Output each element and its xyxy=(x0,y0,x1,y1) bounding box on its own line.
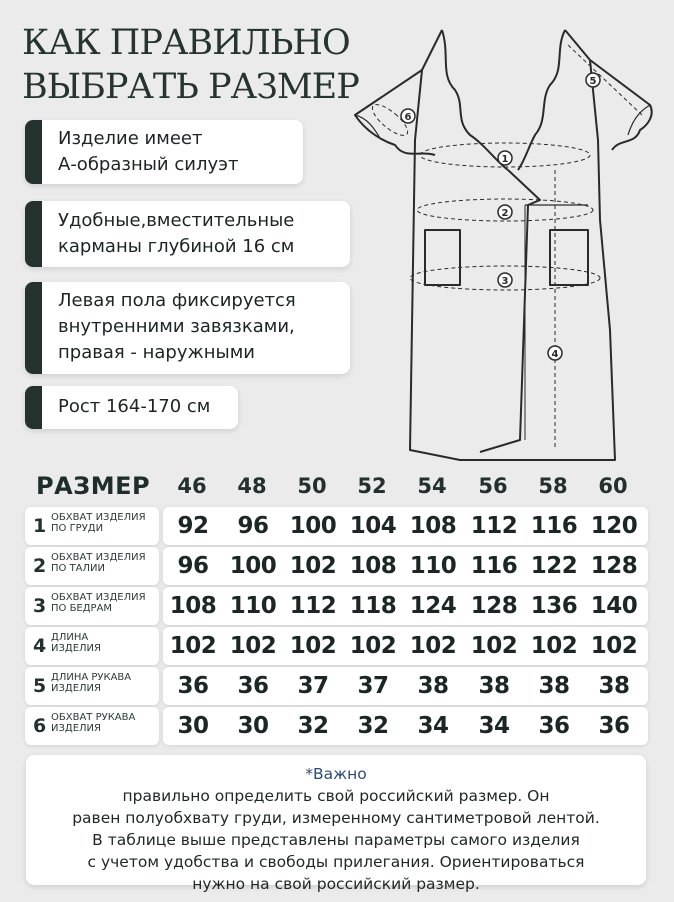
table-cell: 112 xyxy=(289,593,337,619)
size-header: 60 xyxy=(598,474,628,498)
table-cell: 118 xyxy=(349,593,397,619)
table-row xyxy=(163,547,648,585)
table-cell: 36 xyxy=(538,713,570,739)
table-cell: 110 xyxy=(409,553,457,579)
table-cell: 136 xyxy=(530,593,578,619)
table-cell: 36 xyxy=(598,713,630,739)
size-header: 56 xyxy=(478,474,508,498)
table-cell: 128 xyxy=(470,593,518,619)
table-cell: 34 xyxy=(417,713,449,739)
card-accent-bar xyxy=(25,386,42,429)
table-cell: 102 xyxy=(530,633,578,659)
row-label-text: ИЗДЕЛИЯ xyxy=(51,683,101,694)
row-label-text: ОБХВАТ ИЗДЕЛИЯ xyxy=(51,512,146,523)
marker-1-label: 1 xyxy=(501,154,509,165)
note-line xyxy=(26,763,646,807)
size-header: 54 xyxy=(417,474,447,498)
table-cell: 102 xyxy=(169,633,217,659)
table-cell: 102 xyxy=(470,633,518,659)
table-cell: 37 xyxy=(357,673,389,699)
table-cell: 102 xyxy=(289,633,337,659)
marker-3-label: 3 xyxy=(501,276,509,287)
row-label-sleeve-length xyxy=(25,667,159,705)
note-line: равен полуобхвату груди, измеренному сантиметровой лентой. xyxy=(72,809,600,827)
row-label-text: ИЗДЕЛИЯ xyxy=(51,723,101,734)
feature-text: карманы глубиной 16 см xyxy=(58,236,295,257)
card-accent-bar xyxy=(25,120,42,184)
note-line: с учетом удобства и свободы прилегания. Ориентироваться xyxy=(87,853,585,871)
table-cell: 122 xyxy=(530,553,578,579)
table-cell: 96 xyxy=(237,513,269,539)
table-cell: 102 xyxy=(349,633,397,659)
size-header: 46 xyxy=(177,474,207,498)
table-cell: 116 xyxy=(530,513,578,539)
table-cell: 32 xyxy=(297,713,329,739)
row-label-text: ОБХВАТ ИЗДЕЛИЯ xyxy=(51,552,146,563)
row-number: 1 xyxy=(33,515,47,537)
table-cell: 32 xyxy=(357,713,389,739)
feature-card-ties xyxy=(25,282,350,374)
feature-text: Рост 164-170 см xyxy=(58,396,211,417)
important-note xyxy=(26,755,646,893)
page-title-line-1: КАК ПРАВИЛЬНО xyxy=(22,23,350,63)
table-cell: 110 xyxy=(229,593,277,619)
feature-text: Изделие имеет xyxy=(58,128,203,149)
table-cell: 36 xyxy=(237,673,269,699)
row-label-sleeve-girth xyxy=(25,707,159,745)
table-cell: 102 xyxy=(229,633,277,659)
table-cell: 102 xyxy=(409,633,457,659)
note-line: В таблице выше представлены параметры самого изделия xyxy=(92,831,580,849)
size-header: 50 xyxy=(297,474,327,498)
robe-drawing xyxy=(350,20,670,470)
feature-text: правая - наружными xyxy=(58,342,255,363)
page-title-line-2: ВЫБРАТЬ РАЗМЕР xyxy=(22,67,359,107)
table-cell: 38 xyxy=(478,673,510,699)
note-accent: *Важно xyxy=(305,765,367,783)
size-header: 48 xyxy=(237,474,267,498)
note-line-rest: правильно определить свой российский размер. Он xyxy=(122,787,550,805)
size-header-label: РАЗМЕР xyxy=(36,472,151,500)
table-cell: 128 xyxy=(590,553,638,579)
row-number: 5 xyxy=(33,675,47,697)
table-cell: 102 xyxy=(289,553,337,579)
marker-6-label: 6 xyxy=(404,112,412,123)
table-cell: 37 xyxy=(297,673,329,699)
table-cell: 108 xyxy=(349,553,397,579)
table-row xyxy=(163,587,648,625)
table-cell: 96 xyxy=(177,553,209,579)
table-cell: 30 xyxy=(177,713,209,739)
row-number: 3 xyxy=(33,595,47,617)
marker-2-label: 2 xyxy=(501,208,509,219)
row-label-length xyxy=(25,627,159,665)
row-label-text: ДЛИНА xyxy=(51,632,89,643)
row-number: 4 xyxy=(33,635,47,657)
row-label-text: ПО ГРУДИ xyxy=(51,523,104,534)
row-label-waist xyxy=(25,547,159,585)
row-number: 6 xyxy=(33,715,47,737)
table-cell: 116 xyxy=(470,553,518,579)
row-label-text: ОБХВАТ РУКАВА xyxy=(51,712,136,723)
size-header: 52 xyxy=(357,474,387,498)
feature-card-height xyxy=(25,386,238,429)
marker-4-label: 4 xyxy=(551,349,559,360)
table-row xyxy=(163,667,648,705)
table-cell: 38 xyxy=(598,673,630,699)
row-label-text: ДЛИНА РУКАВА xyxy=(51,672,132,683)
table-cell: 36 xyxy=(177,673,209,699)
feature-text: внутренними завязками, xyxy=(58,316,295,337)
table-cell: 120 xyxy=(590,513,638,539)
row-label-chest xyxy=(25,507,159,545)
card-accent-bar xyxy=(25,201,42,267)
feature-text: Удобные,вместительные xyxy=(58,210,295,231)
table-cell: 38 xyxy=(538,673,570,699)
table-row xyxy=(163,627,648,665)
table-cell: 100 xyxy=(289,513,337,539)
feature-card-pockets xyxy=(25,201,350,267)
table-cell: 108 xyxy=(409,513,457,539)
table-cell: 102 xyxy=(590,633,638,659)
table-row xyxy=(163,707,648,745)
size-header: 58 xyxy=(538,474,568,498)
row-label-text: ПО БЕДРАМ xyxy=(51,603,113,614)
table-cell: 140 xyxy=(590,593,638,619)
table-cell: 38 xyxy=(417,673,449,699)
feature-text: А-образный силуэт xyxy=(58,154,239,175)
row-number: 2 xyxy=(33,555,47,577)
table-cell: 104 xyxy=(349,513,397,539)
row-label-text: ИЗДЕЛИЯ xyxy=(51,643,101,654)
note-line: нужно на свой российский размер. xyxy=(192,875,480,893)
table-cell: 108 xyxy=(169,593,217,619)
table-cell: 100 xyxy=(229,553,277,579)
table-cell: 30 xyxy=(237,713,269,739)
feature-text: Левая пола фиксируется xyxy=(58,290,296,311)
table-cell: 34 xyxy=(478,713,510,739)
marker-5-label: 5 xyxy=(589,76,597,87)
table-row xyxy=(163,507,648,545)
table-cell: 92 xyxy=(177,513,209,539)
card-accent-bar xyxy=(25,282,42,374)
table-cell: 124 xyxy=(409,593,457,619)
table-cell: 112 xyxy=(470,513,518,539)
feature-card-silhouette xyxy=(25,120,303,184)
row-label-text: ПО ТАЛИИ xyxy=(51,563,105,574)
row-label-hips xyxy=(25,587,159,625)
robe-diagram xyxy=(350,20,670,470)
row-label-text: ОБХВАТ ИЗДЕЛИЯ xyxy=(51,592,146,603)
